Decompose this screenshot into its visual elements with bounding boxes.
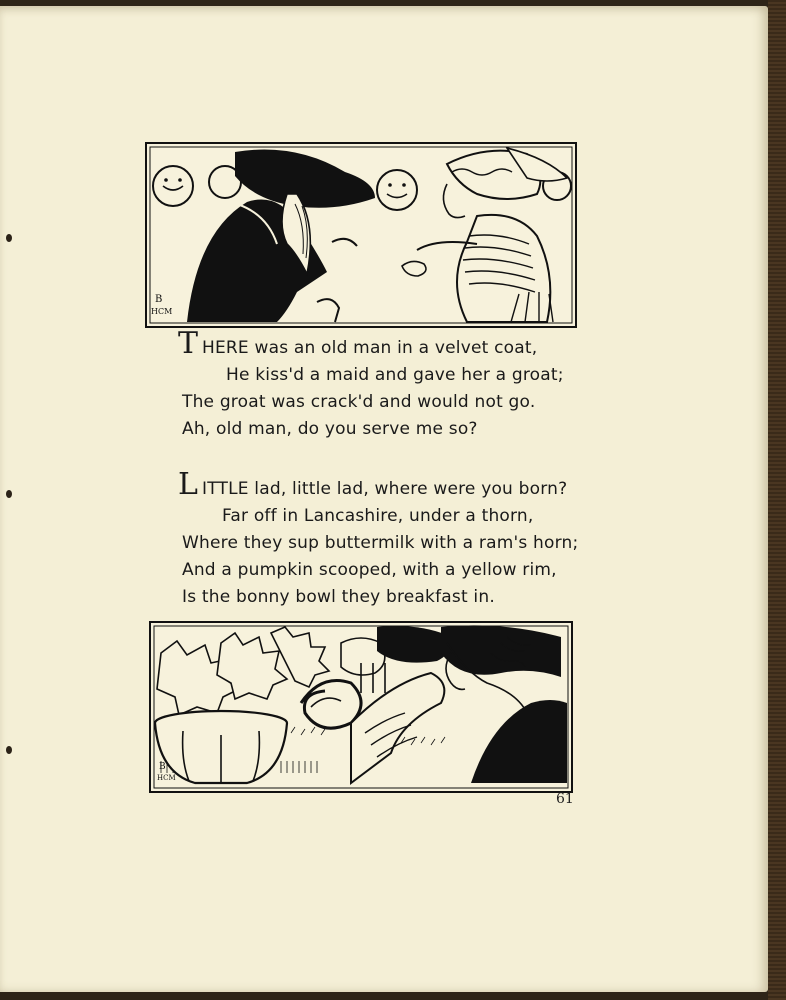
verse-line: Is the bonny bowl they breakfast in. <box>182 587 495 607</box>
page-number: 61 <box>556 791 574 807</box>
verse-line: And a pumpkin scooped, with a yellow rim, <box>182 560 557 580</box>
verse-line: T HERE was an old man in a velvet coat, <box>178 326 538 361</box>
verse-line: Where they sup buttermilk with a ram's horn; <box>182 533 579 553</box>
illustration-old-man-and-maid <box>145 142 577 328</box>
svg-text:HCM: HCM <box>151 307 173 316</box>
illustration-lad-with-horn <box>149 621 573 793</box>
book-cover-edge <box>768 0 786 1000</box>
verse-line: He kiss'd a maid and gave her a groat; <box>226 365 564 385</box>
verse-little-lad <box>178 467 602 609</box>
svg-text:B: B <box>155 294 163 305</box>
drop-cap: L <box>178 467 199 502</box>
binding-mark <box>6 746 12 754</box>
binding-mark <box>6 234 12 242</box>
verse-old-man <box>178 326 602 442</box>
verse-line: Ah, old man, do you serve me so? <box>182 419 478 439</box>
svg-text:HCM: HCM <box>157 774 176 782</box>
verse-line: Far off in Lancashire, under a thorn, <box>222 506 534 526</box>
binding-mark <box>6 490 12 498</box>
svg-text:B: B <box>159 762 166 772</box>
verse-line: L ITTLE lad, little lad, where were you born? <box>178 467 568 502</box>
drop-cap: T <box>178 326 199 361</box>
verse-line: The groat was crack'd and would not go. <box>182 392 536 412</box>
